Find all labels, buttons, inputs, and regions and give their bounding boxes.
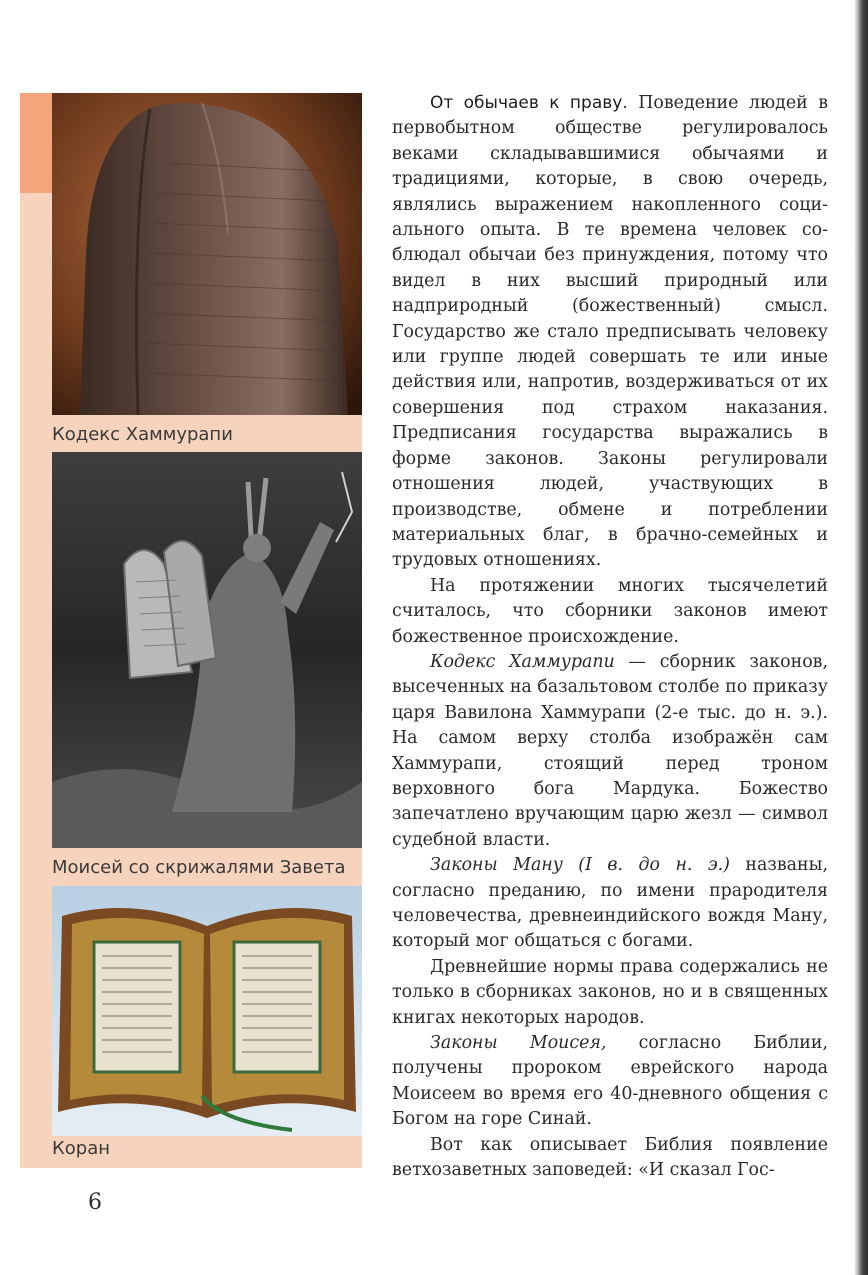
term-manu: Законы Ману (I в. до н. э.) bbox=[430, 855, 730, 876]
sidebar-accent-block bbox=[20, 93, 52, 193]
quran-photo bbox=[52, 886, 362, 1136]
paragraph-3 bbox=[392, 650, 828, 853]
page-number: 6 bbox=[88, 1190, 102, 1215]
main-text bbox=[392, 91, 828, 1183]
moses-tablets-engraving bbox=[52, 452, 362, 848]
paragraph-1 bbox=[392, 91, 828, 574]
paragraph-3-text: — сборник законов, высеченных на базальтовом столбе по приказу царя Вавилона Хаммурапи (2-е тыс. до н. э.). На самом верху столба изображён сам Хаммурапи, стоящий перед троном верховного бога Мардука. Божество запечатлено вручающим царю жезл — символ судебной власти. bbox=[392, 651, 828, 850]
caption-moses: Моисей со скрижалями Завета bbox=[52, 857, 346, 878]
paragraph-5: Древнейшие нормы права содержались не только в сборниках законов, но и в священных книгах некоторых народов. bbox=[392, 956, 828, 1028]
paragraph-6-text: согласно Библии, получены пророком еврейского народа Моисеем во время его 40-дневного общения с Богом на горе Синай. bbox=[392, 1033, 828, 1130]
paragraph-6 bbox=[392, 1031, 828, 1133]
paragraph-1-text: Поведение людей в первобытном обществе регулировалось веками складывавшимися обычаями и традициями, которые, в свою очередь, являлись выражением накопленного социального опыта. В те времена человек соблюдал обычаи без принуждения, потому что видел в них высший природный или надприродный (божественный) смысл. Государство же стало предписывать человеку или группе людей совершать те или иные действия или, напротив, воздерживаться от их совершения под страхом наказания. Предписания государства выражались в форме законов. Законы регулировали отношения людей, участвующих в производстве, обмене и потреблении материальных благ, в брачно-семейных и трудовых отношениях. bbox=[392, 93, 828, 571]
caption-quran: Коран bbox=[52, 1138, 111, 1159]
section-heading: От обычаев к праву. bbox=[430, 93, 628, 113]
term-hammurabi: Кодекс Хаммурапи bbox=[430, 651, 615, 672]
caption-hammurabi: Кодекс Хаммурапи bbox=[52, 424, 233, 445]
hammurabi-stele-photo bbox=[52, 93, 362, 415]
paragraph-4-text: названы, согласно преданию, по имени прародителя человечества, древнеиндийского вождя Ману, который мог общаться с богами. bbox=[392, 855, 828, 952]
paragraph-2: На протяжении многих тысячелетий считалось, что сборники законов имеют божественное происхождение. bbox=[392, 575, 828, 647]
page-edge-shadow bbox=[854, 0, 868, 1275]
term-moses: Законы Моисея, bbox=[430, 1033, 607, 1054]
paragraph-7: Вот как описывает Библия появление ветхозаветных заповедей: «И сказал Гос- bbox=[392, 1134, 828, 1181]
paragraph-4 bbox=[392, 853, 828, 955]
